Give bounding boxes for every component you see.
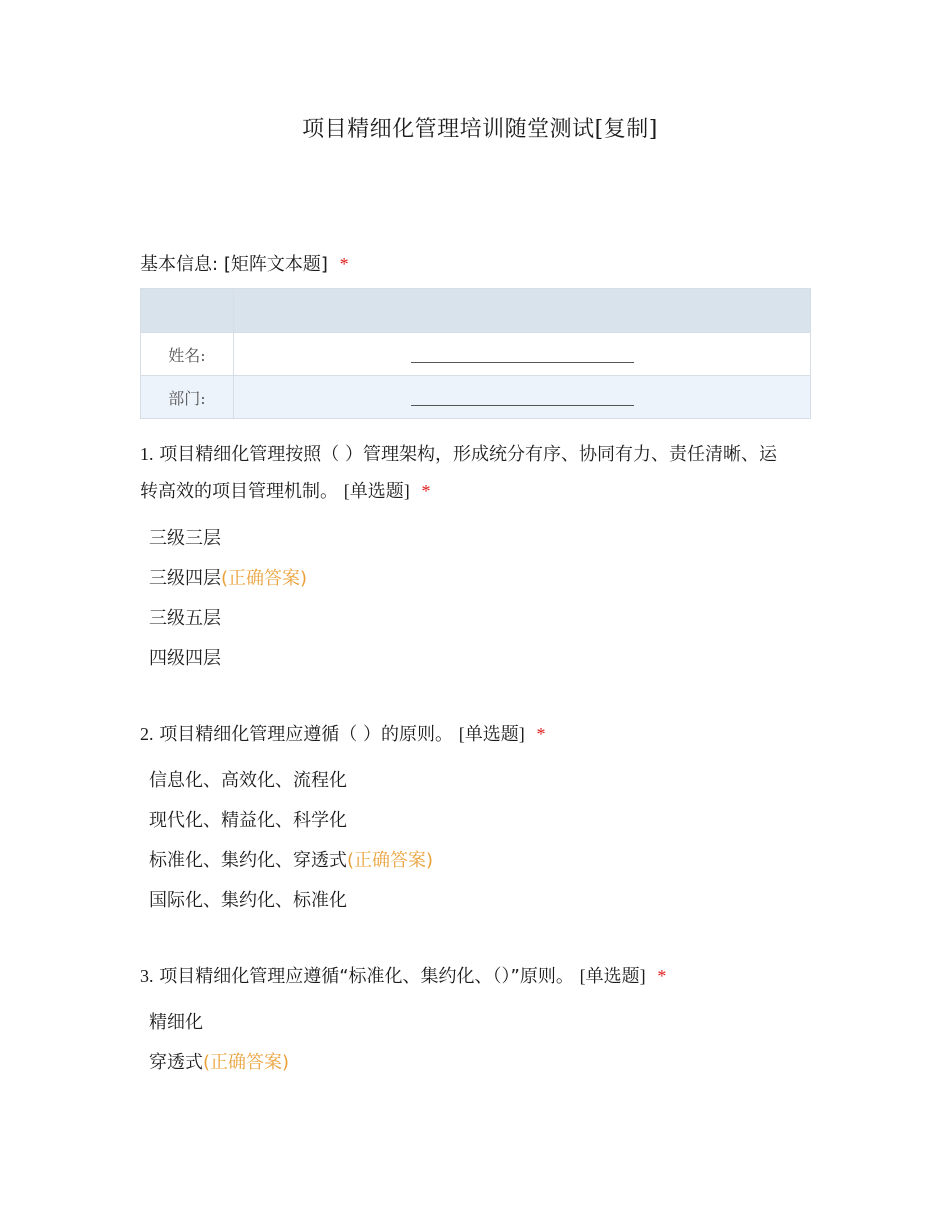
required-mark: * <box>536 724 546 744</box>
option-text: 标准化、集约化、穿透式 <box>149 850 347 871</box>
question-1-number: 1. <box>140 444 154 464</box>
question-2-number: 2. <box>140 724 154 744</box>
option-text: 四级四层 <box>149 648 221 669</box>
department-field[interactable] <box>234 376 811 419</box>
question-3-type: [单选题] <box>579 966 646 986</box>
question-1-stem-line1: 项目精细化管理按照（ ）管理架构，形成统分有序、协同有力、责任清晰、运 <box>159 444 777 465</box>
correct-answer-label: (正确答案) <box>347 850 434 871</box>
option-text: 现代化、精益化、科学化 <box>149 810 347 831</box>
question-2-type: [单选题] <box>458 724 525 744</box>
matrix-row-name <box>141 333 811 376</box>
basic-info-label: 基本信息: <box>140 254 219 275</box>
question-2-option[interactable] <box>149 889 347 913</box>
page-title: 项目精细化管理培训随堂测试[复制] <box>302 117 658 142</box>
question-3-option[interactable] <box>149 1051 289 1075</box>
question-1-option[interactable] <box>149 607 221 631</box>
matrix-row-department <box>141 376 811 419</box>
option-text: 三级三层 <box>149 528 221 549</box>
basic-info-matrix <box>140 288 811 419</box>
question-2-option[interactable] <box>149 769 347 793</box>
question-2-stem: 项目精细化管理应遵循（ ）的原则。 <box>159 724 453 745</box>
question-1-stem-line2: 转高效的项目管理机制。 <box>140 481 338 502</box>
department-label: 部门: <box>141 376 234 419</box>
required-mark: * <box>339 254 349 274</box>
question-1-text <box>140 436 810 510</box>
question-3-stem: 项目精细化管理应遵循“标准化、集约化、（）”原则。 <box>159 966 574 987</box>
option-text: 信息化、高效化、流程化 <box>149 770 347 791</box>
question-3-option[interactable] <box>149 1011 203 1035</box>
question-1-option[interactable] <box>149 647 221 671</box>
question-1-option[interactable] <box>149 567 307 591</box>
question-1-type: [单选题] <box>343 481 410 501</box>
correct-answer-label: (正确答案) <box>221 568 308 589</box>
option-text: 三级五层 <box>149 608 221 629</box>
question-2-option[interactable] <box>149 849 433 873</box>
option-text: 精细化 <box>149 1012 203 1033</box>
correct-answer-label: (正确答案) <box>203 1052 290 1073</box>
option-text: 三级四层 <box>149 568 221 589</box>
option-text: 穿透式 <box>149 1052 203 1073</box>
name-underline <box>411 348 634 363</box>
required-mark: * <box>421 481 431 501</box>
matrix-header-row <box>141 289 811 333</box>
question-2-text <box>140 716 810 753</box>
matrix-header-cell <box>141 289 234 333</box>
option-text: 国际化、集约化、标准化 <box>149 890 347 911</box>
basic-info-heading <box>140 250 349 279</box>
question-2-option[interactable] <box>149 809 347 833</box>
question-1-option[interactable] <box>149 527 221 551</box>
basic-info-type: [矩阵文本题] <box>223 254 328 275</box>
matrix-header-cell <box>234 289 811 333</box>
question-3-number: 3. <box>140 966 154 986</box>
question-3-text <box>140 958 810 995</box>
department-underline <box>411 391 634 406</box>
name-label: 姓名: <box>141 333 234 376</box>
required-mark: * <box>657 966 667 986</box>
name-field[interactable] <box>234 333 811 376</box>
